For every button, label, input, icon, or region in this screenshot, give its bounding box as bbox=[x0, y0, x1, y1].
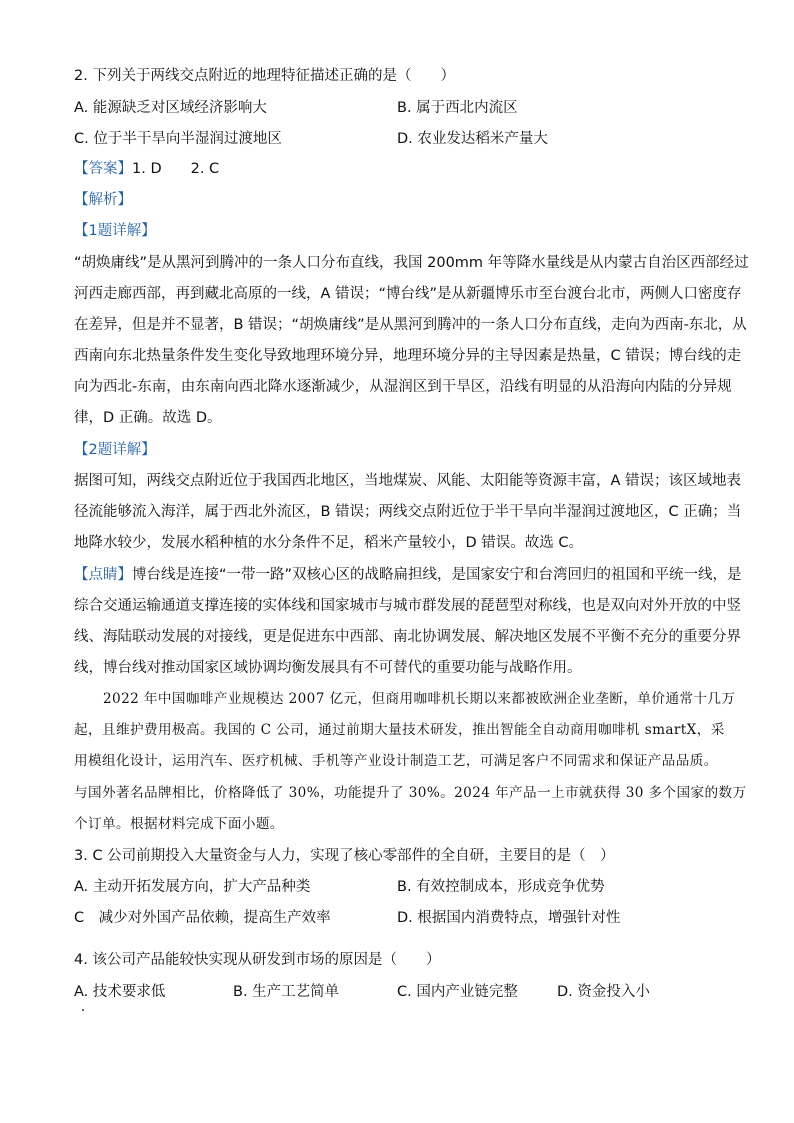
material-line: 2022 年中国咖啡产业规模达 2007 亿元，但商用咖啡机长期以来都被欧洲企业垄断，单价通常十几万 bbox=[103, 691, 736, 707]
detail1-tag: 【1题详解】 bbox=[74, 223, 156, 239]
material-line: 用模组化设计，运用汽车、医疗机械、手机等产业设计制造工艺，可满足客户不同需求和保证产品品质。 bbox=[74, 753, 718, 769]
detail1-line: 在差异，但是并不显著，B 错误；“胡焕庸线”是从黑河到腾冲的一条人口分布直线，走向为西南-东北，从 bbox=[74, 317, 747, 333]
answer-row bbox=[74, 159, 219, 179]
comment-row bbox=[74, 565, 742, 585]
comment-line: 线，博台线对推动国家区域协调均衡发展具有不可替代的重要功能与战略作用。 bbox=[74, 660, 582, 676]
comment-line: 综合交通运输通道支撑连接的实体线和国家城市与城市群发展的琵琶型对称线，也是双向对外开放的中竖 bbox=[74, 598, 741, 614]
detail1-line: 向为西北-东南，由东南向西北降水逐渐减少，从湿润区到干旱区，沿线有明显的从沿海向内陆的分异规 bbox=[74, 379, 732, 395]
q2-stem: 2. 下列关于两线交点附近的地理特征描述正确的是（ ） bbox=[74, 68, 455, 84]
q2-option-d: D. 农业发达稻米产量大 bbox=[397, 131, 548, 147]
q4-option-b: B. 生产工艺简单 bbox=[233, 984, 340, 1000]
q3-option-b: B. 有效控制成本，形成竞争优势 bbox=[397, 879, 605, 895]
detail1-line: 西南向东北热量条件发生变化导致地理环境分异，地理环境分异的主导因素是热量，C 错误；博台线的走 bbox=[74, 348, 742, 364]
comment-line: 博台线是连接“一带一路”双核心区的战略扁担线，是国家安宁和台湾回归的祖国和平统一线，是 bbox=[132, 567, 742, 583]
analysis-tag: 【解析】 bbox=[74, 192, 132, 208]
q2-option-b: B. 属于西北内流区 bbox=[397, 100, 518, 116]
detail1-line: “胡焕庸线”是从黑河到腾冲的一条人口分布直线，我国 200mm 年等降水量线是从内蒙古自治区西部经过 bbox=[74, 255, 749, 271]
answer-tag: 【答案】 bbox=[74, 161, 132, 177]
material-line: 起，且维护费用极高。我国的 C 公司，通过前期大量技术研发，推出智能全自动商用咖啡机 smartX，采 bbox=[74, 722, 725, 738]
q3-stem: 3. C 公司前期投入大量资金与人力，实现了核心零部件的全自研，主要目的是（ ） bbox=[74, 848, 615, 864]
q3-option-a: A. 主动开拓发展方向，扩大产品种类 bbox=[74, 879, 311, 895]
q3-option-c: C 减少对外国产品依赖，提高生产效率 bbox=[74, 910, 331, 926]
detail2-line: 地降水较少，发展水稻种植的水分条件不足，稻米产量较小，D 错误。故选 C。 bbox=[74, 535, 584, 551]
q4-stem: 4. 该公司产品能较快实现从研发到市场的原因是（ ） bbox=[74, 952, 441, 968]
detail2-line: 据图可知，两线交点附近位于我国西北地区，当地煤炭、风能、太阳能等资源丰富，A 错误；该区域地表 bbox=[74, 473, 742, 489]
q4-option-d: D. 资金投入小 bbox=[557, 984, 650, 1000]
detail2-tag: 【2题详解】 bbox=[74, 442, 156, 458]
comment-line: 线、海陆联动发展的对接线，更是促进东中西部、南北协调发展、解决地区发展不平衡不充分的重要分界 bbox=[74, 629, 741, 645]
material-line: 与国外著名品牌相比，价格降低了 30%，功能提升了 30%。2024 年产品一上市就获得 30 多个国家的数万 bbox=[74, 785, 747, 801]
detail1-line: 律，D 正确。故选 D。 bbox=[74, 410, 222, 426]
detail2-line: 径流能够流入海洋，属于西北外流区，B 错误；两线交点附近位于半干旱向半湿润过渡地区，C 正确；当 bbox=[74, 504, 742, 520]
q2-option-c: C. 位于半干旱向半湿润过渡地区 bbox=[74, 131, 282, 147]
answer-text: 1. D 2. C bbox=[132, 161, 220, 177]
material-line: 个订单。根据材料完成下面小题。 bbox=[74, 816, 284, 832]
q4-option-c: C. 国内产业链完整 bbox=[397, 984, 518, 1000]
q3-option-d: D. 根据国内消费特点，增强针对性 bbox=[397, 910, 621, 926]
detail1-line: 河西走廊西部，再到藏北高原的一线，A 错误；“博台线”是从新疆博乐市至台渡台北市，两侧人口密度存 bbox=[74, 286, 742, 302]
stray-dot bbox=[82, 1009, 84, 1011]
q2-option-a: A. 能源缺乏对区域经济影响大 bbox=[74, 100, 267, 116]
q4-option-a: A. 技术要求低 bbox=[74, 984, 166, 1000]
comment-tag: 【点睛】 bbox=[74, 567, 132, 583]
